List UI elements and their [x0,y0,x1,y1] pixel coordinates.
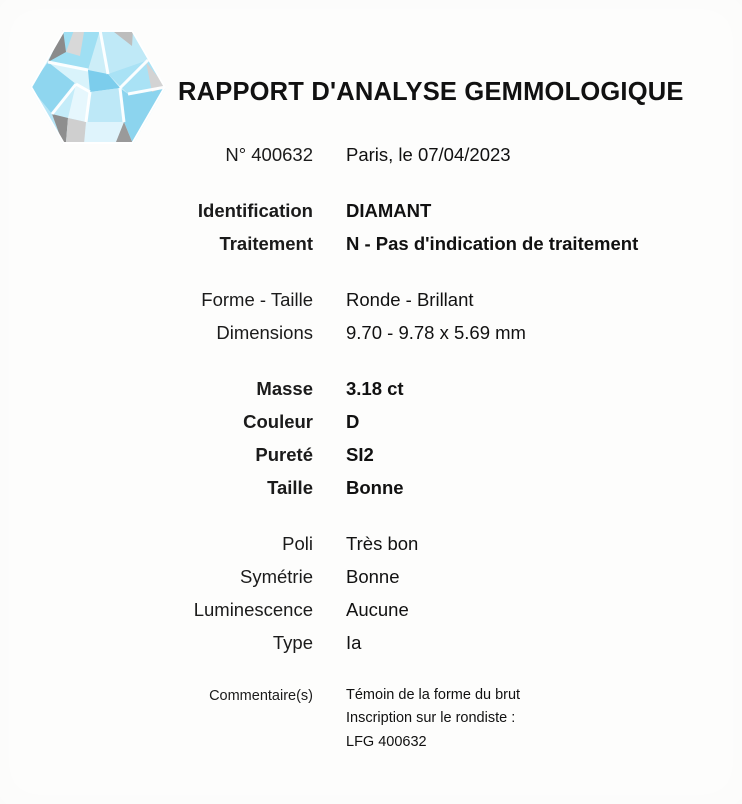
comment-line: LFG 400632 [346,733,427,750]
value-luminescence: Aucune [346,599,409,620]
row-luminescence [0,599,742,621]
comment-line: Témoin de la forme du brut [346,687,521,703]
label-luminescence: Luminescence [193,599,313,620]
value-purete: SI2 [346,444,374,465]
value-identification: DIAMANT [346,200,432,221]
row-symetrie [0,566,742,588]
spacer [0,166,742,200]
row-identification [0,200,742,222]
label-commentaires: Commentaire(s) [209,688,313,704]
row-taille [0,477,742,499]
row-dimensions [0,322,742,344]
report-header-row [0,144,742,166]
value-poli: Très bon [346,533,419,554]
label-purete: Pureté [255,444,313,465]
row-couleur [0,411,742,433]
label-taille: Taille [267,477,313,498]
label-couleur: Couleur [243,411,313,432]
page-title: RAPPORT D'ANALYSE GEMMOLOGIQUE [178,78,684,106]
report-place-date: Paris, le 07/04/2023 [346,144,511,165]
value-traitement: N - Pas d'indication de traitement [346,233,639,254]
comments-lines [346,684,520,754]
row-poli [0,533,742,555]
value-dimensions: 9.70 - 9.78 x 5.69 mm [346,322,526,343]
diamond-crystal-logo-icon [28,22,168,152]
label-symetrie: Symétrie [240,566,313,587]
label-traitement: Traitement [219,233,313,254]
row-type [0,632,742,654]
row-purete [0,444,742,466]
value-forme-taille: Ronde - Brillant [346,289,474,310]
comments-block [0,684,742,754]
label-dimensions: Dimensions [216,322,313,343]
value-type: Ia [346,632,362,653]
label-forme-taille: Forme - Taille [201,289,313,310]
label-poli: Poli [282,533,313,554]
label-identification: Identification [197,200,313,221]
row-traitement [0,233,742,255]
spacer [0,499,742,533]
report-body [0,144,742,754]
value-couleur: D [346,411,360,432]
comment-line: Inscription sur le rondiste : [346,710,516,727]
row-forme-taille [0,289,742,311]
label-type: Type [272,632,313,653]
spacer [0,255,742,289]
label-masse: Masse [256,378,313,399]
value-taille: Bonne [346,477,404,498]
report-number: N° 400632 [225,144,313,165]
spacer [0,344,742,378]
value-symetrie: Bonne [346,566,400,587]
row-masse [0,378,742,400]
value-masse: 3.18 ct [346,378,404,399]
